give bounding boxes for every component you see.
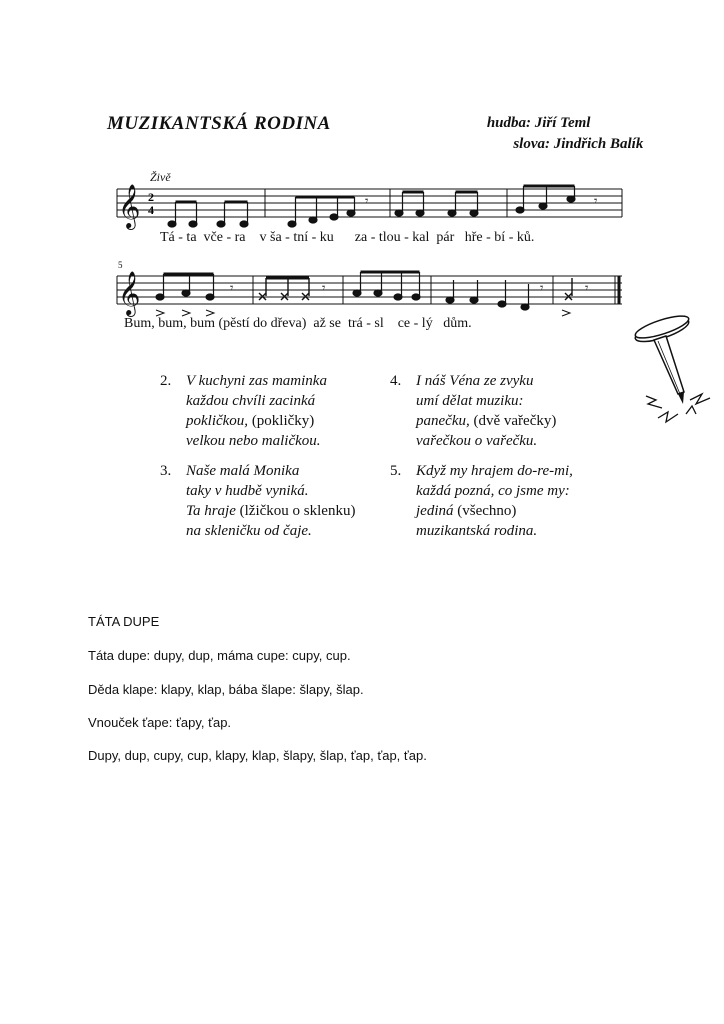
text-line: Táta dupe: dupy, dup, máma cupe: cupy, cup. [88,648,351,663]
verse-line-note: (pokličky) [251,413,315,429]
verse-line: V kuchyni zas maminka [186,373,327,389]
time-signature-bottom: 4 [148,203,154,217]
notes-system-1 [168,186,598,227]
svg-text:𝄾: 𝄾 [230,281,234,296]
verse-line [416,501,573,521]
verse-line: muzikantská rodina. [416,523,538,539]
verse-5 [390,461,573,541]
verse-line: velkou nebo maličkou. [186,433,321,449]
verse-line-note: (dvě vařečky) [473,413,557,429]
text-line: Vnouček ťape: ťapy, ťap. [88,715,232,730]
verse-line-note: (všechno) [457,503,517,519]
text-line: Děda klape: klapy, klap, bába šlape: šlapy, šlap. [88,682,364,697]
time-signature-top: 2 [148,190,154,204]
verse-line: vařečkou o vařečku. [416,433,538,449]
rest-icon: 𝄾 [365,194,369,209]
verse-line [186,411,327,431]
lyrics-line-2: Bum, bum, bum (pěstí do dřeva) až se trá - sl ce - lý dům. [124,316,472,331]
music-label: hudba: [486,115,531,131]
svg-text:𝄾: 𝄾 [540,281,544,296]
verse-line-note: (lžičkou o sklenku) [239,503,356,519]
section-title: TÁTA DUPE [88,614,160,629]
verse-line [416,411,556,431]
treble-clef-icon: 𝄞 [118,184,141,228]
verse-3 [160,461,356,541]
staff-system-2 [117,276,622,304]
song-title: MUZIKANTSKÁ RODINA [107,113,331,134]
verse-number: 4. [390,373,402,389]
music-author: Jiří Teml [534,115,591,131]
verse-4 [390,371,557,451]
svg-text:𝄾: 𝄾 [585,281,589,296]
verse-line: každou chvíli zacinká [186,393,316,409]
verse-line: umí dělat muziku: [416,393,524,409]
sheet-music [0,0,724,330]
verse-line-part: pokličkou, [186,413,252,429]
nail-illustration [632,314,722,434]
verse-line: na skleničku od čaje. [186,523,312,539]
words-label: slova: [513,136,550,152]
verse-line: Naše malá Monika [186,463,300,479]
measure-number: 5 [118,260,123,270]
words-author: Jindřich Balík [553,136,644,152]
verse-number: 2. [160,373,172,389]
verse-line [186,501,355,521]
verse-line-part: Ta hraje [186,503,240,519]
svg-text:𝄾: 𝄾 [322,281,326,296]
verse-2 [160,371,327,451]
text-line: Dupy, dup, cupy, cup, klapy, klap, šlapy, šlap, ťap, ťap, ťap. [88,748,427,763]
tempo-marking: Živě [150,170,171,184]
treble-clef-icon: 𝄞 [118,271,141,315]
verse-line-part: panečku, [416,413,474,429]
verse-line: Když my hrajem do-re-mi, [416,463,573,479]
verse-line: taky v hudbě vyniká. [186,483,309,499]
verse-number: 5. [390,463,402,479]
svg-text:𝄾: 𝄾 [594,194,598,209]
verse-number: 3. [160,463,172,479]
verse-line-part: jediná [416,503,458,519]
verse-line: každá pozná, co jsme my: [416,483,570,499]
lyrics-line-1: Tá - ta vče - ra v ša - tní - ku za - tlou - kal pár hře - bí - ků. [160,230,535,245]
verse-line: I náš Véna ze zvyku [416,373,534,389]
